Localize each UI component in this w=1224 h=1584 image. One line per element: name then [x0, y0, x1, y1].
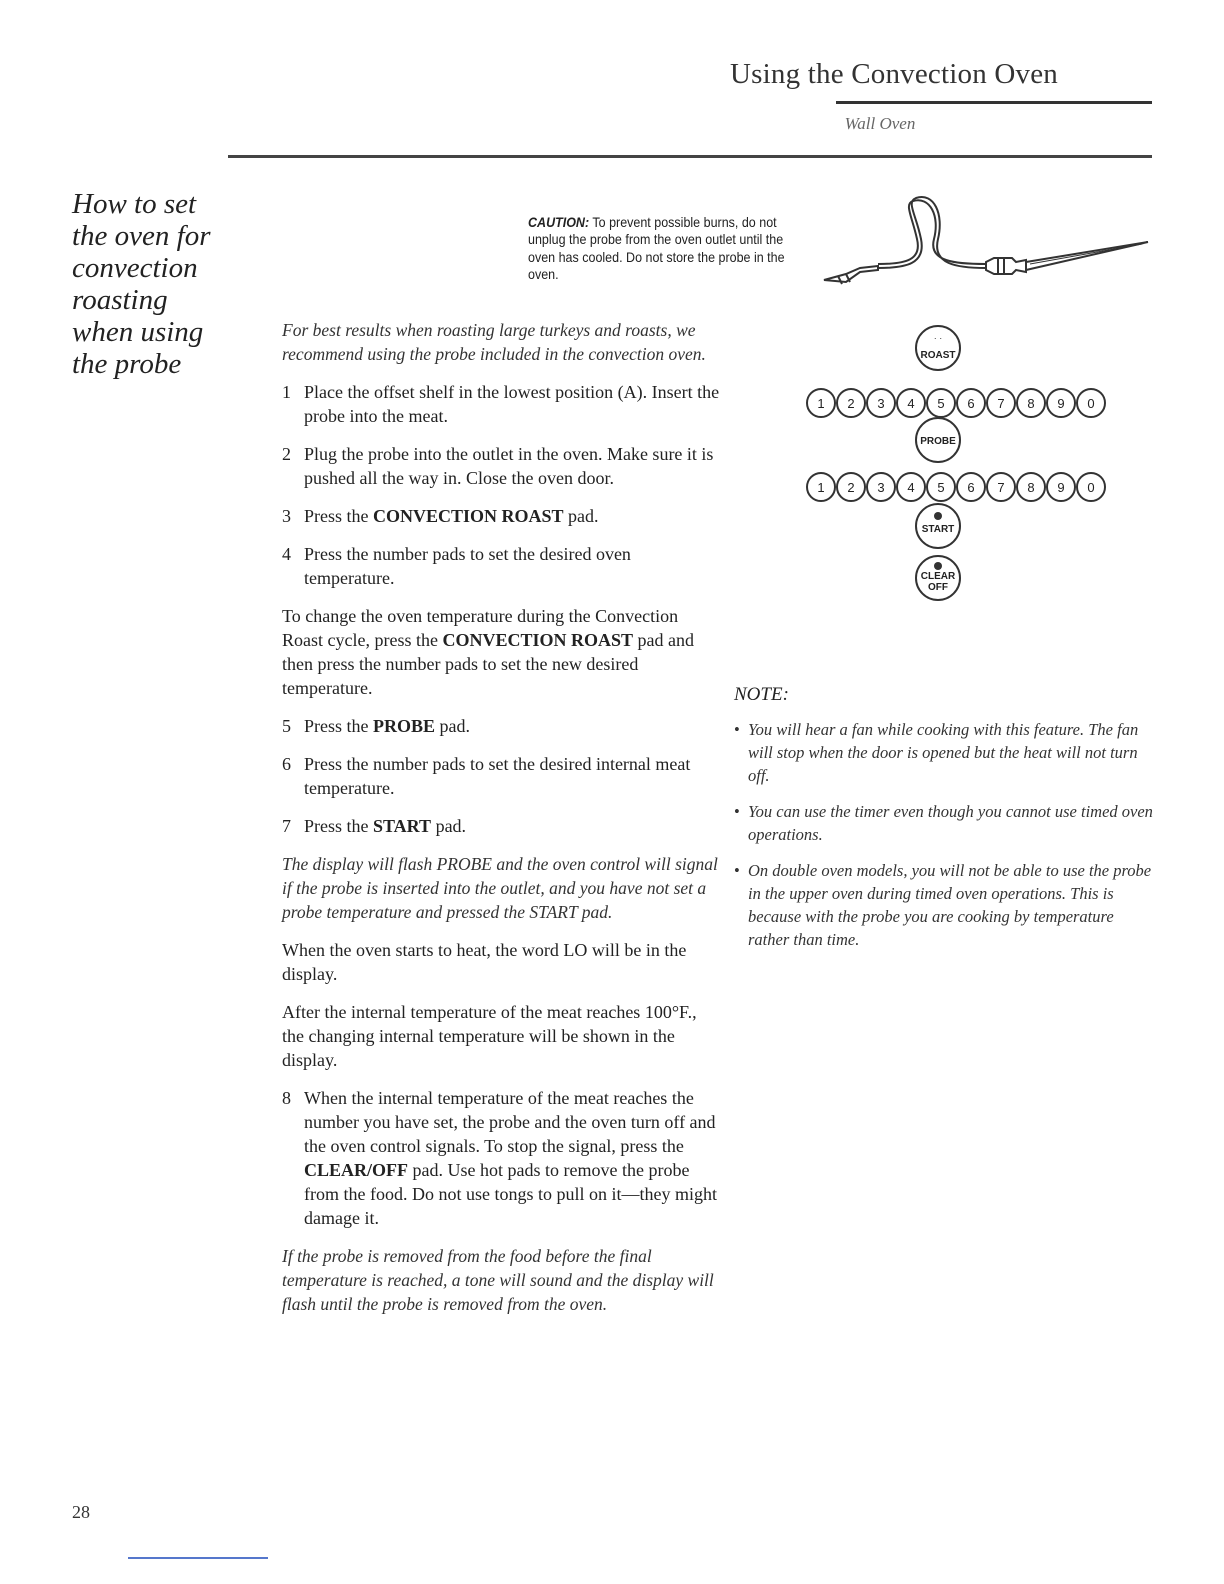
page-header-subtitle: Wall Oven [844, 114, 916, 133]
note-bullet-text: You will hear a fan while cooking with this feature. The fan will stop when the door is opened but the heat will not turn off. [748, 720, 1139, 785]
digit-pad-label: 8 [1027, 480, 1035, 495]
meat-probe-illustration [816, 184, 1152, 296]
section-title-line: How to set [72, 188, 197, 220]
step-text [304, 814, 722, 838]
step-text: Place the offset shelf in the lowest position (A). Insert the probe into the meat. [304, 382, 720, 426]
pad-name: CONVECTION ROAST [373, 506, 564, 526]
digit-pad-label: 2 [847, 396, 855, 411]
step-item [282, 504, 722, 528]
pad-name: CLEAR/OFF [304, 1160, 409, 1180]
note-bullet [734, 800, 1154, 846]
digit-pad-label: 5 [937, 396, 945, 411]
note-bullet-text: You can use the timer even though you cannot use timed oven operations. [748, 802, 1153, 844]
step-number: 2 [282, 444, 291, 464]
bullet-dot-icon: • [734, 802, 740, 821]
digit-pad-label: 0 [1087, 396, 1095, 411]
digit-pad-label: 1 [817, 480, 825, 495]
step-item [282, 442, 722, 490]
display-flash-note: The display will flash PROBE and the oven control will signal if the probe is inserted into the outlet, and you have not set a probe temperature and pressed the START pad. [282, 854, 718, 922]
after-temp-text: After the internal temperature of the meat reaches 100°F., the changing internal temperature will be shown in the display. [282, 1002, 697, 1070]
digit-pad-label: 9 [1057, 480, 1065, 495]
digit-pad-label: 8 [1027, 396, 1035, 411]
caution-label: CAUTION: [528, 215, 590, 230]
step-item [282, 814, 722, 838]
change-temp-text [282, 604, 722, 700]
note-heading: NOTE: [734, 684, 789, 705]
step-text-pre: Press the [304, 716, 373, 736]
change-temp-post: pad and then press the number pads to set the new desired temperature. [282, 630, 694, 698]
step-text-pre: Press the [304, 816, 373, 836]
step-text [304, 1086, 722, 1230]
digit-pad-label: 0 [1087, 480, 1095, 495]
note-bullet-text: On double oven models, you will not be able to use the probe in the upper oven during timed oven operations. This is because with the probe you are cooking by temperature rather than time. [748, 861, 1152, 949]
header-rule [836, 101, 1152, 104]
start-pad [916, 504, 960, 548]
section-divider [228, 155, 1152, 158]
digit-pad-label: 4 [907, 396, 915, 411]
change-temp-pre: To change the oven temperature during the Convection Roast cycle, press the [282, 606, 679, 650]
bullet-dot-icon: • [734, 720, 740, 739]
caution-note [528, 214, 795, 284]
step-number: 3 [282, 506, 291, 526]
section-title-line: the probe [72, 348, 182, 380]
roast-pad-label: ROAST [920, 350, 956, 361]
step-text-post: pad. [563, 506, 599, 526]
off-pad-label: OFF [928, 582, 948, 593]
footer-line [128, 1557, 268, 1559]
clear-off-pad [916, 556, 960, 600]
note-bullet [734, 859, 1154, 951]
digit-pad-label: 5 [937, 480, 945, 495]
step-item [282, 1086, 722, 1230]
step-text-post: pad. Use hot pads to remove the probe from the food. Do not use tongs to pull on it—they might damage it. [304, 1160, 717, 1228]
section-title-line: convection [72, 252, 198, 284]
roast-pad [916, 326, 960, 370]
pad-name: CONVECTION ROAST [442, 630, 633, 650]
bullet-dot-icon: • [734, 861, 740, 880]
pad-name: START [373, 816, 432, 836]
probe-pad [916, 418, 960, 462]
section-title [72, 188, 211, 380]
start-pad-label: START [921, 524, 955, 535]
step-text-pre: Press the [304, 506, 373, 526]
note-block [734, 684, 1154, 964]
page-header-title: Using the Convection Oven [730, 58, 1058, 90]
digit-pad-label: 6 [967, 480, 975, 495]
step-text: Plug the probe into the outlet in the oven. Make sure it is pushed all the way in. Close the oven door. [304, 444, 714, 488]
lo-display-text: When the oven starts to heat, the word LO will be in the display. [282, 940, 687, 984]
step-number: 6 [282, 754, 291, 774]
page-number: 28 [72, 1502, 90, 1522]
svg-text:· ·: · · [933, 333, 943, 343]
step-number: 7 [282, 816, 291, 836]
digit-pad-label: 3 [877, 480, 885, 495]
caution-text: To prevent possible burns, do not unplug the probe from the oven outlet until the oven has cooled. Do not store the probe in the oven. [528, 215, 785, 283]
pad-name: PROBE [373, 716, 436, 736]
digit-pad-label: 2 [847, 480, 855, 495]
digit-pad-label: 4 [907, 480, 915, 495]
step-item [282, 542, 722, 590]
digit-row-1 [807, 389, 1105, 417]
section-title-line: when using [72, 316, 204, 348]
digit-pad-label: 6 [967, 396, 975, 411]
probe-pad-label: PROBE [920, 436, 956, 447]
digit-pad-label: 7 [997, 480, 1005, 495]
digit-pad-label: 1 [817, 396, 825, 411]
step-text-pre: When the internal temperature of the meat reaches the number you have set, the probe and the oven turn off and the oven control signals. To stop the signal, press the [304, 1088, 716, 1156]
step-text: Press the number pads to set the desired internal meat temperature. [304, 754, 691, 798]
digit-row-2 [807, 473, 1105, 501]
digit-pad-label: 9 [1057, 396, 1065, 411]
step-text-post: pad. [431, 816, 467, 836]
digit-pad-label: 7 [997, 396, 1005, 411]
step-number: 4 [282, 544, 291, 564]
step-text [304, 714, 722, 738]
step-item [282, 380, 722, 428]
step-item [282, 714, 722, 738]
step-number: 1 [282, 382, 291, 402]
note-bullet [734, 718, 1154, 787]
section-title-line: the oven for [72, 220, 211, 252]
step-text: Press the number pads to set the desired oven temperature. [304, 544, 631, 588]
step-number: 5 [282, 716, 291, 736]
clear-pad-label: CLEAR [920, 571, 956, 582]
step-text [304, 504, 722, 528]
control-pad-diagram [800, 290, 1120, 610]
step-item [282, 752, 722, 800]
digit-pad-label: 3 [877, 396, 885, 411]
probe-removed-note: If the probe is removed from the food before the final temperature is reached, a tone will sound and the display will flash until the probe is removed from the oven. [282, 1246, 714, 1314]
section-title-line: roasting [72, 284, 168, 316]
step-text-post: pad. [435, 716, 471, 736]
step-number: 8 [282, 1088, 291, 1108]
instructions-column [282, 318, 722, 1330]
intro-text: For best results when roasting large turkeys and roasts, we recommend using the probe included in the convection oven. [282, 320, 706, 364]
